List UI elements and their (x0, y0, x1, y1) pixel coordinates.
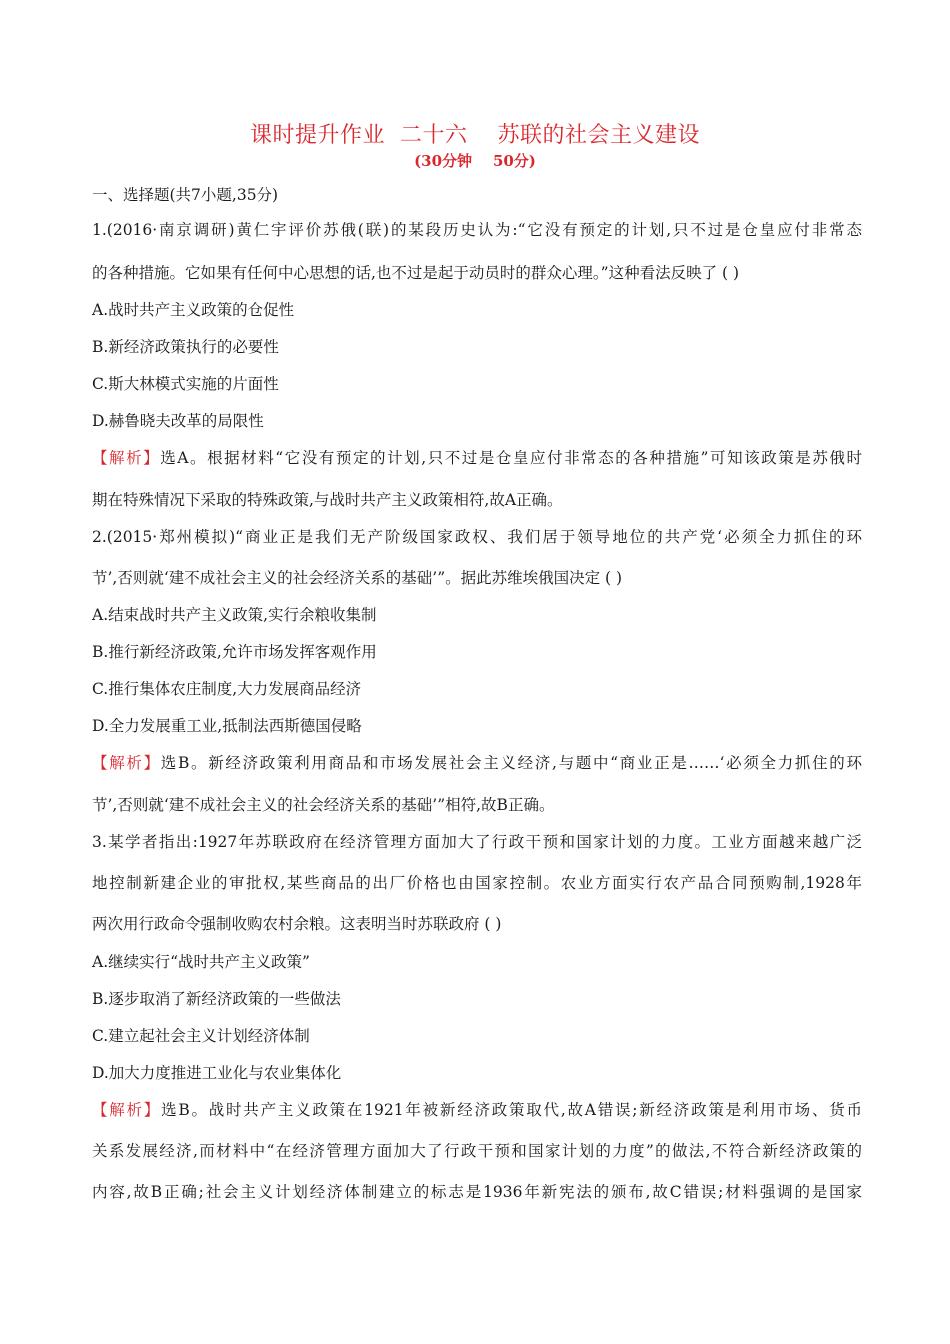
analysis-tag: 【解析】 (92, 1101, 162, 1119)
question-2-option-c: C.推行集体农庄制度,大力发展商品经济 (92, 680, 362, 698)
question-3-stem-line-2: 地控制新建企业的审批权,某些商品的出厂价格也由国家控制。农业方面实行农产品合同预购制,1928年 (92, 874, 862, 892)
question-1-stem-line-1: 1.(2016·南京调研)黄仁宇评价苏俄(联)的某段历史认为:“它没有预定的计划,只不过是仓皇应付非常态 (92, 221, 862, 239)
question-3-option-a: A.继续实行“战时共产主义政策” (92, 953, 310, 971)
question-1-option-b: B.新经济政策执行的必要性 (92, 338, 279, 356)
question-3-analysis-line-3: 内容,故B正确;社会主义计划经济体制建立的标志是1936年新宪法的颁布,故C错误;材料强调的是国家 (92, 1183, 862, 1201)
question-2-analysis-line-2: 节’,否则就‘建不成社会主义的社会经济关系的基础’”相符,故B正确。 (92, 796, 555, 814)
question-2-stem-line-2: 节’,否则就‘建不成社会主义的社会经济关系的基础’”。据此苏维埃俄国决定 ( ) (92, 569, 623, 587)
question-3-stem-line-3: 两次用行政命令强制收购农村余粮。这表明当时苏联政府 ( ) (92, 915, 502, 933)
question-3-analysis-line-1 (92, 1099, 862, 1121)
analysis-text: 选A。根据材料“它没有预定的计划,只不过是仓皇应付非常态的各种措施”可知该政策是苏俄时 (160, 449, 862, 467)
question-3-option-b: B.逐步取消了新经济政策的一些做法 (92, 990, 341, 1008)
question-3-analysis-line-2: 关系发展经济,而材料中“在经济管理方面加大了行政干预和国家计划的力度”的做法,不符合新经济政策的 (92, 1142, 862, 1160)
question-1-option-d: D.赫鲁晓夫改革的局限性 (92, 412, 264, 430)
question-1-option-a: A.战时共产主义政策的仓促性 (92, 301, 295, 319)
page-title: 课时提升作业 二十六 苏联的社会主义建设 (250, 123, 700, 148)
question-3-stem-line-1: 3.某学者指出:1927年苏联政府在经济管理方面加大了行政干预和国家计划的力度。工业方面越来越广泛 (92, 833, 862, 851)
question-2-option-d: D.全力发展重工业,抵制法西斯德国侵略 (92, 717, 362, 735)
question-1-analysis-line-1 (92, 447, 862, 469)
question-2-analysis-line-1 (92, 752, 862, 774)
analysis-tag: 【解析】 (92, 754, 161, 772)
analysis-text: 选B。新经济政策利用商品和市场发展社会主义经济,与题中“商业正是……‘必须全力抓住的环 (160, 754, 862, 772)
section-heading: 一、选择题(共7小题,35分) (92, 186, 279, 204)
page-subtitle: (30分钟 50分) (414, 152, 536, 170)
question-3-option-c: C.建立起社会主义计划经济体制 (92, 1027, 310, 1045)
question-2-option-b: B.推行新经济政策,允许市场发挥客观作用 (92, 643, 377, 661)
question-2-option-a: A.结束战时共产主义政策,实行余粮收集制 (92, 606, 377, 624)
question-1-analysis-line-2: 期在特殊情况下采取的特殊政策,与战时共产主义政策相符,故A正确。 (92, 491, 563, 509)
question-3-option-d: D.加大力度推进工业化与农业集体化 (92, 1064, 342, 1082)
question-1-option-c: C.斯大林模式实施的片面性 (92, 375, 279, 393)
question-1-stem-line-2: 的各种措施。它如果有任何中心思想的话,也不过是起于动员时的群众心理。”这种看法反映了 ( ) (92, 264, 740, 282)
question-2-stem-line-1: 2.(2015·郑州模拟)“商业正是我们无产阶级国家政权、我们居于领导地位的共产党‘必须全力抓住的环 (92, 528, 862, 546)
analysis-tag: 【解析】 (92, 449, 161, 467)
analysis-text: 选B。战时共产主义政策在1921年被新经济政策取代,故A错误;新经济政策是利用市场、货币 (161, 1101, 862, 1119)
